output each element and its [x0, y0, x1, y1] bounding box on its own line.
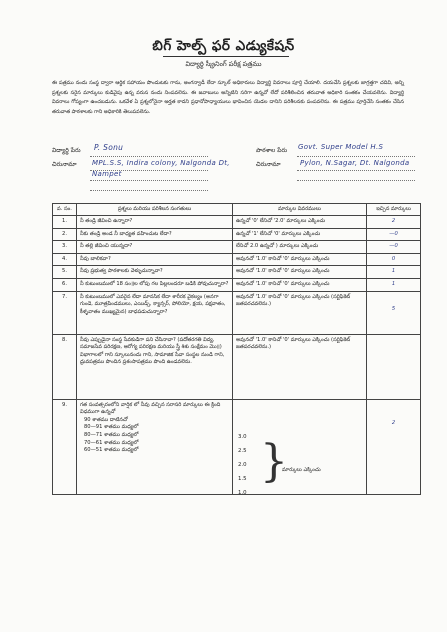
student-name-label: విద్యార్థి పేరు: [52, 147, 81, 154]
grade-point: 2.5: [238, 447, 247, 454]
table-row: [53, 216, 421, 229]
row-score[interactable]: —0: [367, 228, 421, 241]
header-sno: వ. సం.: [53, 204, 77, 216]
row-marks-info: అవునచో '1.0' కానిచో '0' మార్కులు ఎక్కించు (సర్టిఫికెట్ జతపరచవలెను.): [233, 334, 367, 399]
row-score[interactable]: 2: [367, 399, 421, 494]
row-score[interactable]: 2: [367, 216, 421, 229]
row-marks-info: అవునచో '1.0' కానిచో '0' మార్కులు ఎక్కించు: [233, 278, 367, 291]
grade-point: 3.0: [238, 433, 247, 440]
student-name-value[interactable]: P. Sonu: [94, 143, 124, 152]
form-subtitle: విద్యార్థి స్క్రీనింగ్ పరీక్ష పత్రము: [185, 60, 262, 68]
table-header-row: [53, 204, 421, 216]
table-row: [53, 291, 421, 334]
row-question: నీవు ఎప్పుడైనా సంస్థ సేవకుడిగా పని చేసినావా? (పదోతరగతి విద్య, సమాజసేవ పరిరక్షణ, ఆరోగ్య పరిరక్షణ మరియు స్త్రీ శిశు సంక్షేమం మొ॥) విభాగాలలో గాని స్కూలునందు గాని, సామాజిక సేవా సంస్థల నుండి గాని, ధ్రువపత్రము పొందిన ప్రశంసాపత్రము పొంది ఉండవలెను.: [77, 334, 233, 399]
student-name-line: [90, 156, 208, 157]
header-marks-given: ఇచ్చిన మార్కులు: [367, 204, 421, 216]
header-marks-info: మార్కుల వివరములు: [233, 204, 367, 216]
row-question: నీవు బాలికవా?: [77, 253, 233, 266]
grade-question-text: గత సంవత్సరంలోని వార్షిక లో నీవు వచ్చిన సరాసరి మార్కులు ఈ క్రింది విధముగా ఉన్నచో: [80, 401, 221, 416]
row-question: నీ కుటుంబములో ఎవరైన లేదా మానసిక లేదా శారీరక వైకల్యం (అనగా గుండె, మూత్రపిండములు, ఎయిడ్స్, క్యాన్సర్, పోలియో, క్షయ, పక్షవాతం, కీళ్ళవాతం ముఖ్యమైన) బాధపడుచున్నారా?: [77, 291, 233, 334]
row-sno: 6.: [53, 278, 77, 291]
grade-range: 80—91 శాతము మధ్యలో: [84, 424, 139, 431]
row-score[interactable]: 1: [367, 266, 421, 279]
row-marks-info: ఉన్నచో '0' లేనిచో '2.0' మార్కులు ఎక్కించు: [233, 216, 367, 229]
table-row: [53, 241, 421, 254]
student-address-line-3: [90, 190, 208, 191]
row-sno: 4.: [53, 253, 77, 266]
student-address-line-2: [90, 180, 208, 181]
row-question: నీ తల్లి జీవించి యున్నదా?: [77, 241, 233, 254]
grade-point: 2.0: [238, 461, 247, 468]
student-address-value[interactable]: MPL.S.S, Indira colony, Nalgonda Dt, Nampet: [92, 159, 230, 178]
title-underline: [163, 56, 289, 57]
grade-points-block: [236, 402, 363, 496]
row-question: నీ కుటుంబములో 18 సం॥ల లోపు గల పిల్లలందరూ బడికి పోవుచున్నారా?: [77, 278, 233, 291]
table-row: [53, 278, 421, 291]
row-sno: 8.: [53, 334, 77, 399]
row-marks-info: లేనిచో 2.0 ఉన్నచో ) మార్కులు ఎక్కించు: [233, 241, 367, 254]
form-title: బిగ్ హెల్ప్ ఫర్ ఎడ్యుకేషన్: [152, 38, 295, 54]
student-address-label: చిరునామా: [52, 161, 77, 168]
grade-point: 1.0: [238, 489, 247, 496]
grade-range: 70—61 శాతము మధ్యలో: [84, 439, 139, 446]
row-marks-info: [233, 399, 367, 494]
table-row: [53, 266, 421, 279]
row-question: నీవు ప్రభుత్వ పాఠశాలకు వెళ్ళుచున్నావా?: [77, 266, 233, 279]
row-score[interactable]: 1: [367, 278, 421, 291]
row-sno: 2.: [53, 228, 77, 241]
row-score[interactable]: 0: [367, 253, 421, 266]
school-address-value[interactable]: Pylon, N.Sagar, Dt. Nalgonda: [300, 159, 410, 167]
row-score[interactable]: 5: [367, 291, 421, 334]
table-row: [53, 253, 421, 266]
row-marks-info: అవునచో '1.0' కానిచో '0' మార్కులు ఎక్కించు (సర్టిఫికెట్ జతపరచవలెను.): [233, 291, 367, 334]
grade-range: 60—51 శాతము మధ్యలో: [84, 447, 139, 454]
row-score[interactable]: [367, 334, 421, 399]
school-name-line: [297, 156, 415, 157]
row-marks-info: అవునచో '1.0' కానిచో '0' మార్కులు ఎక్కించు: [233, 253, 367, 266]
school-address-line-2: [297, 180, 415, 181]
school-name-value[interactable]: Govt. Super Model H.S: [298, 143, 384, 151]
school-address-line: [297, 170, 415, 171]
row-marks-info: అవునచో '1.0' కానిచో '0' మార్కులు ఎక్కించు: [233, 266, 367, 279]
curly-brace-icon: }: [260, 435, 288, 487]
grade-range: 80—71 శాతము మధ్యలో: [84, 431, 139, 438]
row-sno: 1.: [53, 216, 77, 229]
header-question: ప్రశ్నలు మరియు పరిశీలన సంగతులు: [77, 204, 233, 216]
row-question: నీకు తండ్రి అండ నీ బాధ్యత వహించుట లేదా?: [77, 228, 233, 241]
intro-paragraph: ఈ పత్రము నందు సంస్థ ద్వారా ఆర్థిక సహాయం పొందుటకు గాను, అంగన్వాడీ లేదా స్కూల్ అధికారులు విద్యార్థి వివరాలు పూర్తి చేయాలి. దయచేసి ప్రశ్నలకు జాగ్రత్తగా చదివి, అన్ని ప్రశ్నలకు సరైన మార్కులు కుడివైపు ఉన్న వరుస నందు నింపవలెను. ఈ జవాబులు అన్నిటిని సరిగా ఉన్నవో లేదో పరిశీలించిన తరువాత అధికారి సంతకం చేయవలెను. విద్యార్థి వివరాలు గోప్యంగా ఉంచబడును. ఒకవేళ ఏ ప్రశ్నలోనైనా అర్హత కాదని ప్రధానోపాధ్యాయులు భావించిన యెడల దానిని పరిశీలనకు పంపవలెను. ఈ పత్రము పూర్తిచేసి సంతకం చేసిన తరువాత పాఠశాలకు గాని అధికారికి తెలుపవలెను.: [52, 80, 404, 115]
row-sno: 7.: [53, 291, 77, 334]
row-score[interactable]: —0: [367, 241, 421, 254]
row-sno: 5.: [53, 266, 77, 279]
row-question: నీ తండ్రి జీవించి ఉన్నారా?: [77, 216, 233, 229]
row-question: [77, 399, 233, 494]
row-sno: 3.: [53, 241, 77, 254]
grade-note: మార్కులు ఎక్కించు: [282, 466, 321, 473]
row-sno: 9.: [53, 399, 77, 494]
grade-range-list: [80, 417, 229, 455]
school-address-label: చిరునామా: [256, 161, 281, 168]
table-row: [53, 334, 421, 399]
grade-point: 1.5: [238, 475, 247, 482]
table-row: [53, 228, 421, 241]
grade-range: 90 శాతము దాటినచో: [84, 416, 128, 423]
school-name-label: పాఠశాల పేరు: [256, 147, 288, 154]
row-marks-info: ఉన్నచో '1' లేనిచో '0' మార్కులు ఎక్కించు: [233, 228, 367, 241]
table-row: [53, 399, 421, 494]
screening-table: [52, 203, 421, 495]
